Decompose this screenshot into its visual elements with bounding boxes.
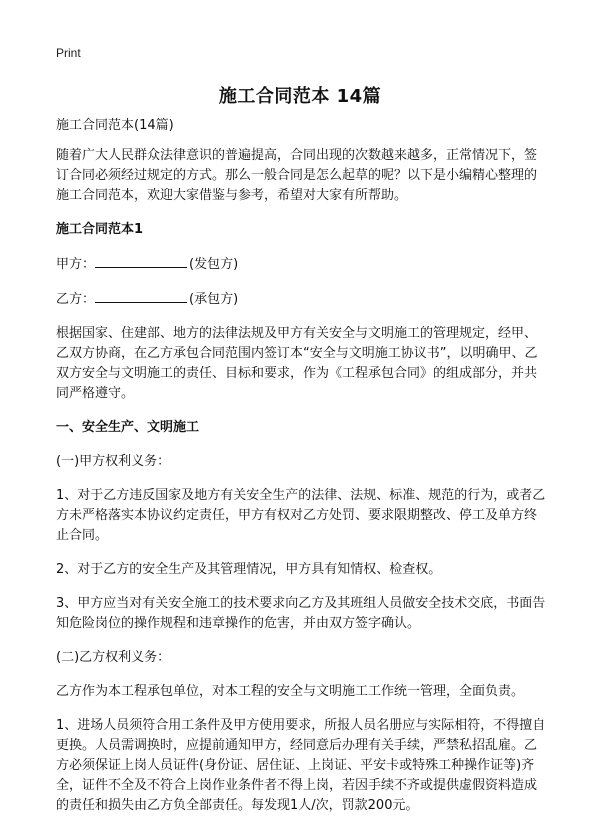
chapter-heading: 一、安全生产、文明施工 bbox=[56, 420, 200, 435]
clause-b-1: 1、进场人员须符合用工条件及甲方使用要求，所报人员名册应与实际相符，不得擅自更换。人员需调换时，应提前通知甲方，经同意后办理有关手续，严禁私招乱雇。乙方必须保证上岗人员证件(身份证、居住证、上岗证、平安卡或特殊工种操作证等)齐全，证件不全及不符合上岗作业条件者不得上岗，若因手续不齐或提供虚假资料造成的责任和损失由乙方负全部责任。每发现1人/次，罚款200元。 bbox=[56, 718, 546, 813]
party-b-role: (承包方) bbox=[189, 292, 239, 307]
subsection-b-heading: (二)乙方权利义务： bbox=[56, 650, 171, 665]
clause-a-1: 1、对于乙方违反国家及地方有关安全生产的法律、法规、标准、规范的行为，或者乙方未严格落实本协议约定责任，甲方有权对乙方处罚、要求限期整改、停工及单方终止合同。 bbox=[56, 488, 546, 543]
responsibility-paragraph: 乙方作为本工程承包单位，对本工程的安全与文明施工工作统一管理，全面负责。 bbox=[56, 684, 525, 699]
party-a-role: (发包方) bbox=[189, 257, 239, 272]
clause-a-2: 2、对于乙方的安全生产及其管理情况，甲方具有知情权、检查权。 bbox=[56, 562, 442, 577]
intro-paragraph: 随着广大人民群众法律意识的普遍提高，合同出现的次数越来越多，正常情况下，签订合同必须经过规定的方式。那么一般合同是怎么起草的呢？以下是小编精心整理的施工合同范本，欢迎大家借鉴与参考，希望对大家有所帮助。 bbox=[56, 148, 538, 203]
party-a-blank bbox=[95, 254, 187, 268]
section-heading: 施工合同范本1 bbox=[56, 222, 144, 237]
party-b-line bbox=[56, 289, 548, 310]
basis-paragraph: 根据国家、住建部、地方的法律法规及甲方有关安全与文明施工的管理规定，经甲、乙双方协商，在乙方承包合同范围内签订本“安全与文明施工协议书”，以明确甲、乙双方安全与文明施工的责任、目标和要求，作为《工程承包合同》的组成部分，并共同严格遵守。 bbox=[56, 326, 538, 401]
document-title: 施工合同范本 14篇 bbox=[218, 86, 382, 107]
party-b-blank bbox=[95, 289, 187, 303]
document-body bbox=[56, 116, 548, 830]
party-b-label: 乙方： bbox=[56, 292, 96, 307]
clause-a-3: 3、甲方应当对有关安全施工的技术要求向乙方及其班组人员做安全技术交底，书面告知危险岗位的操作规程和违章操作的危害，并由双方签字确认。 bbox=[56, 596, 546, 631]
print-link[interactable]: Print bbox=[56, 46, 81, 60]
party-a-line bbox=[56, 254, 548, 275]
subsection-a-heading: (一)甲方权利义务： bbox=[56, 454, 171, 469]
document-subtitle: 施工合同范本(14篇) bbox=[56, 118, 174, 133]
party-a-label: 甲方： bbox=[56, 257, 96, 272]
